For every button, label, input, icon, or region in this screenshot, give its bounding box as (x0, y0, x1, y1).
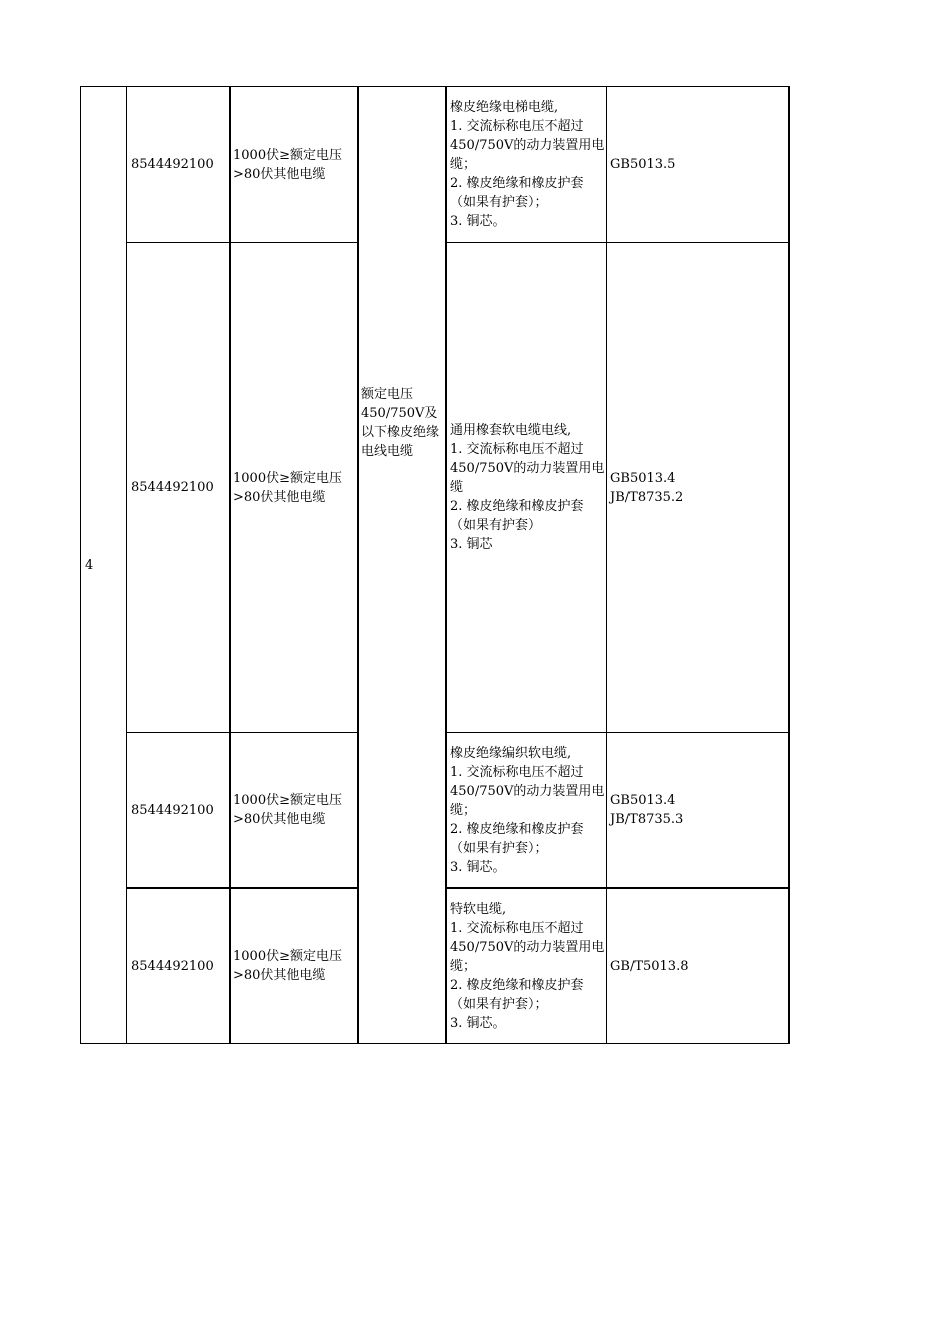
spec-cell: 特软电缆, 1. 交流标称电压不超过450/750V的动力装置用电缆； 2. 橡皮绝缘和橡皮护套（如果有护套）； 3. 铜芯。 (446, 888, 607, 1044)
standard-cell: GB5013.5 (607, 87, 790, 243)
standard-cell: GB/T5013.8 (607, 888, 790, 1044)
product-table (80, 86, 790, 1044)
table-row (81, 87, 790, 243)
spec-cell: 通用橡套软电缆电线, 1. 交流标称电压不超过450/750V的动力装置用电缆 2. 橡皮绝缘和橡皮护套（如果有护套） 3. 铜芯 (446, 243, 607, 733)
hs-code-cell: 8544492100 (127, 888, 231, 1044)
spec-cell: 橡皮绝缘编织软电缆, 1. 交流标称电压不超过450/750V的动力装置用电缆； 2. 橡皮绝缘和橡皮护套（如果有护套）； 3. 铜芯。 (446, 733, 607, 889)
index-cell: 4 (81, 87, 127, 1044)
category-cell (358, 87, 446, 1044)
hs-code-cell: 8544492100 (127, 243, 231, 733)
hs-code-cell: 8544492100 (127, 87, 231, 243)
description-cell: 1000伏≥额定电压>80伏其他电缆 (230, 733, 358, 889)
description-cell: 1000伏≥额定电压>80伏其他电缆 (230, 888, 358, 1044)
description-cell: 1000伏≥额定电压>80伏其他电缆 (230, 87, 358, 243)
spec-cell: 橡皮绝缘电梯电缆, 1. 交流标称电压不超过450/750V的动力装置用电缆； 2. 橡皮绝缘和橡皮护套（如果有护套）； 3. 铜芯。 (446, 87, 607, 243)
standard-cell: GB5013.4 JB/T8735.3 (607, 733, 790, 889)
standard-cell: GB5013.4 JB/T8735.2 (607, 243, 790, 733)
category-text: 额定电压450/750V及以下橡皮绝缘电线电缆 (361, 387, 440, 459)
hs-code-cell: 8544492100 (127, 733, 231, 889)
description-cell: 1000伏≥额定电压>80伏其他电缆 (230, 243, 358, 733)
